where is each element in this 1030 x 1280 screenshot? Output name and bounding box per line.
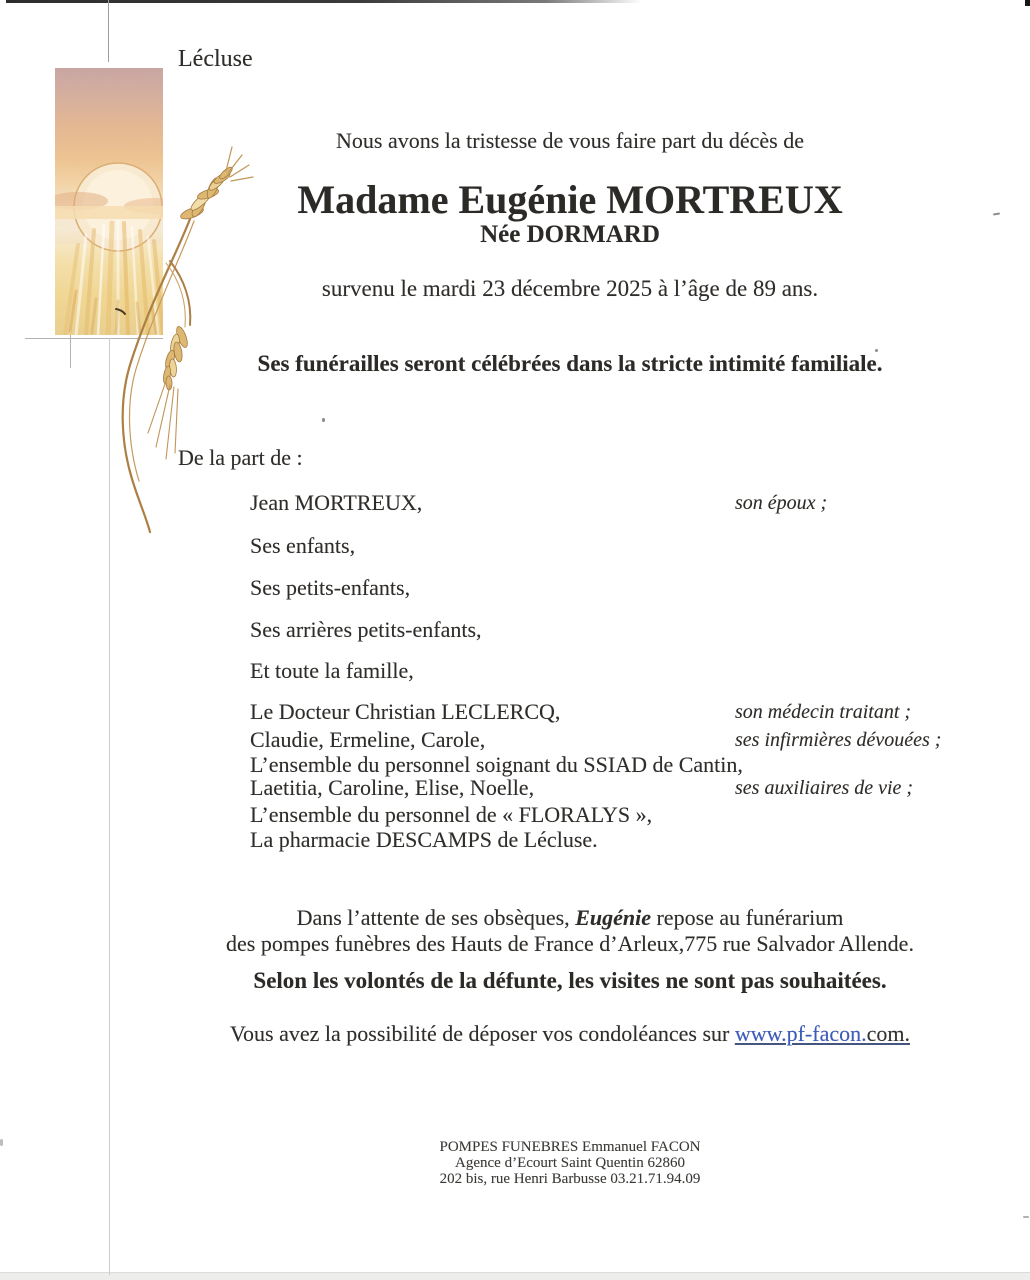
maiden-name: Née DORMARD bbox=[480, 221, 660, 248]
person-name: Ses petits-enfants, bbox=[250, 575, 411, 600]
person-name: Le Docteur Christian LECLERCQ, bbox=[250, 699, 561, 724]
condolences-link[interactable] bbox=[735, 1021, 910, 1046]
repose-line-1 bbox=[110, 905, 1030, 931]
person-name: Ses enfants, bbox=[250, 533, 356, 558]
intro-line: Nous avons la tristesse de vous faire part du décès de bbox=[336, 128, 804, 153]
link-blue-part: www.pf-facon. bbox=[734, 1021, 867, 1046]
repose-line-2: des pompes funèbres des Hauts de France d’Arleux,775 rue Salvador Allende. bbox=[226, 931, 914, 956]
repose-suffix: repose au funérarium bbox=[650, 905, 844, 930]
scan-speck bbox=[0, 1139, 3, 1146]
caregiver-row bbox=[0, 802, 1030, 830]
caregiver-row bbox=[0, 699, 1030, 727]
person-relation: son époux ; bbox=[735, 492, 828, 514]
repose-first-name: Eugénie bbox=[575, 905, 651, 930]
caregiver-row bbox=[0, 827, 1030, 855]
death-statement: survenu le mardi 23 décembre 2025 à l’âge de 89 ans. bbox=[321, 276, 819, 301]
crop-mark-vertical-top bbox=[108, 0, 109, 62]
funeral-home-footer bbox=[110, 1139, 1030, 1187]
person-relation: ses infirmières dévouées ; bbox=[735, 729, 942, 751]
family-row bbox=[0, 658, 1030, 686]
person-name: Laetitia, Caroline, Elise, Noelle, bbox=[250, 775, 535, 800]
from-label: De la part de : bbox=[178, 445, 303, 470]
condolences-line bbox=[110, 1021, 1030, 1047]
person-name: Ses arrières petits-enfants, bbox=[250, 617, 482, 642]
person-name: Et toute la famille, bbox=[250, 658, 414, 683]
condolences-text: Vous avez la possibilité de déposer vos condoléances sur bbox=[229, 1021, 735, 1046]
footer-company: POMPES FUNEBRES Emmanuel FACON bbox=[439, 1139, 701, 1155]
person-name: L’ensemble du personnel soignant du SSIAD de Cantin, bbox=[250, 752, 743, 777]
family-row bbox=[0, 617, 1030, 645]
family-row bbox=[0, 490, 1030, 518]
caregiver-row bbox=[0, 727, 1030, 755]
person-relation: ses auxiliaires de vie ; bbox=[735, 777, 914, 799]
footer-address-phone: 202 bis, rue Henri Barbusse 03.21.71.94.09 bbox=[439, 1171, 701, 1187]
caregiver-row bbox=[0, 775, 1030, 803]
funeral-statement: Ses funérailles seront célébrées dans la stricte intimité familiale. bbox=[257, 351, 883, 376]
person-name: L’ensemble du personnel de « FLORALYS », bbox=[250, 802, 653, 827]
footer-agency: Agence d’Ecourt Saint Quentin 62860 bbox=[455, 1155, 685, 1171]
person-name: La pharmacie DESCAMPS de Lécluse. bbox=[250, 827, 598, 852]
person-name: Jean MORTREUX, bbox=[250, 490, 423, 515]
family-row bbox=[0, 575, 1030, 603]
deceased-name: Madame Eugénie MORTREUX bbox=[297, 177, 843, 222]
visits-statement: Selon les volontés de la défunte, les visites ne sont pas souhaitées. bbox=[253, 968, 887, 993]
family-row bbox=[0, 533, 1030, 561]
person-relation: son médecin traitant ; bbox=[735, 701, 912, 723]
link-dark-part: com. bbox=[866, 1021, 910, 1046]
location-title: Lécluse bbox=[178, 46, 253, 72]
repose-prefix: Dans l’attente de ses obsèques, bbox=[296, 905, 576, 930]
person-name: Claudie, Ermeline, Carole, bbox=[250, 727, 486, 752]
